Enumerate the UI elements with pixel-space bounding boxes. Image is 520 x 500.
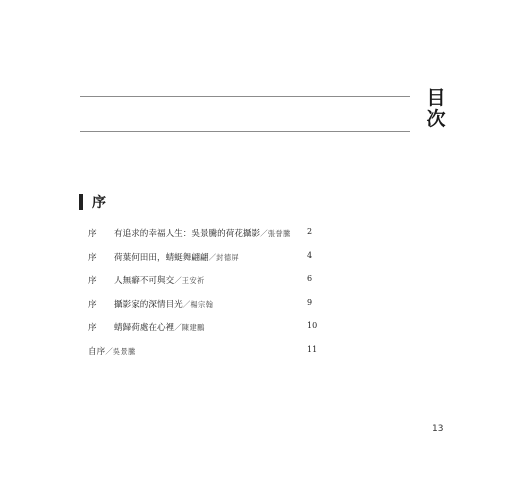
toc-entry-page: 4 xyxy=(307,250,313,260)
toc-entry-page: 11 xyxy=(307,344,318,354)
toc-entry-title: 蜻歸荷處在心裡 xyxy=(114,323,175,333)
toc-entry-separator: ／ xyxy=(174,276,182,285)
toc-entry-author: 楊宗翰 xyxy=(190,299,214,309)
header-rule-bottom xyxy=(80,131,410,132)
toc-entry-title-line xyxy=(114,298,213,310)
toc-entry-title-line xyxy=(114,321,205,333)
section-heading xyxy=(79,193,106,211)
toc-entry-separator: ／ xyxy=(260,229,268,238)
page-number: 13 xyxy=(432,424,444,434)
toc-entry-separator: ／ xyxy=(182,299,191,309)
section-label: 序 xyxy=(92,195,106,211)
toc-entry[interactable] xyxy=(88,222,338,246)
toc-entry-author: 陳建鵬 xyxy=(181,323,205,332)
toc-entry-title: 攝影家的深情目光 xyxy=(114,299,183,310)
toc-entry-title: 荷葉何田田，蜻蜓舞翩翩 xyxy=(114,252,209,263)
header-rule-top xyxy=(80,96,410,97)
toc-entry-separator: ／ xyxy=(105,346,113,356)
toc-entry-page: 2 xyxy=(307,227,313,236)
toc-entry-title: 有追求的幸福人生：吳景騰的荷花攝影 xyxy=(114,229,261,239)
toc-entry-kind: 序 xyxy=(88,276,97,286)
toc-entry-title: 自序 xyxy=(88,346,106,357)
toc-entry-title-line xyxy=(114,251,239,263)
toc-entry-kind: 序 xyxy=(88,229,97,239)
toc-entry-author: 封德屏 xyxy=(216,252,240,262)
toc-entry[interactable] xyxy=(88,316,338,340)
toc-entry-kind: 序 xyxy=(88,252,97,263)
toc-entry-author: 王安祈 xyxy=(181,276,205,285)
toc-entry-author: 張誉騰 xyxy=(267,229,291,238)
toc-entry-title-line xyxy=(88,345,136,357)
section-marker-bar xyxy=(79,194,83,210)
toc-entry[interactable] xyxy=(88,269,338,293)
toc-entry-kind: 序 xyxy=(88,299,97,310)
page-title: 目 次 xyxy=(426,87,446,130)
toc-entry-kind: 序 xyxy=(88,323,97,333)
toc-entry-title-line xyxy=(114,227,291,239)
toc-entry-title-line xyxy=(114,274,205,286)
toc-entry[interactable] xyxy=(88,246,338,270)
toc-entry-page: 9 xyxy=(307,297,313,307)
table-of-contents xyxy=(88,222,338,363)
toc-entry[interactable] xyxy=(88,340,338,364)
toc-entry-author: 吳景騰 xyxy=(112,346,136,356)
toc-entry-separator: ／ xyxy=(174,323,182,332)
toc-entry[interactable] xyxy=(88,293,338,317)
toc-entry-page: 6 xyxy=(307,274,313,283)
toc-entry-separator: ／ xyxy=(208,252,217,262)
toc-entry-page: 10 xyxy=(307,321,318,330)
toc-entry-title: 人無癖不可與交 xyxy=(114,276,175,286)
